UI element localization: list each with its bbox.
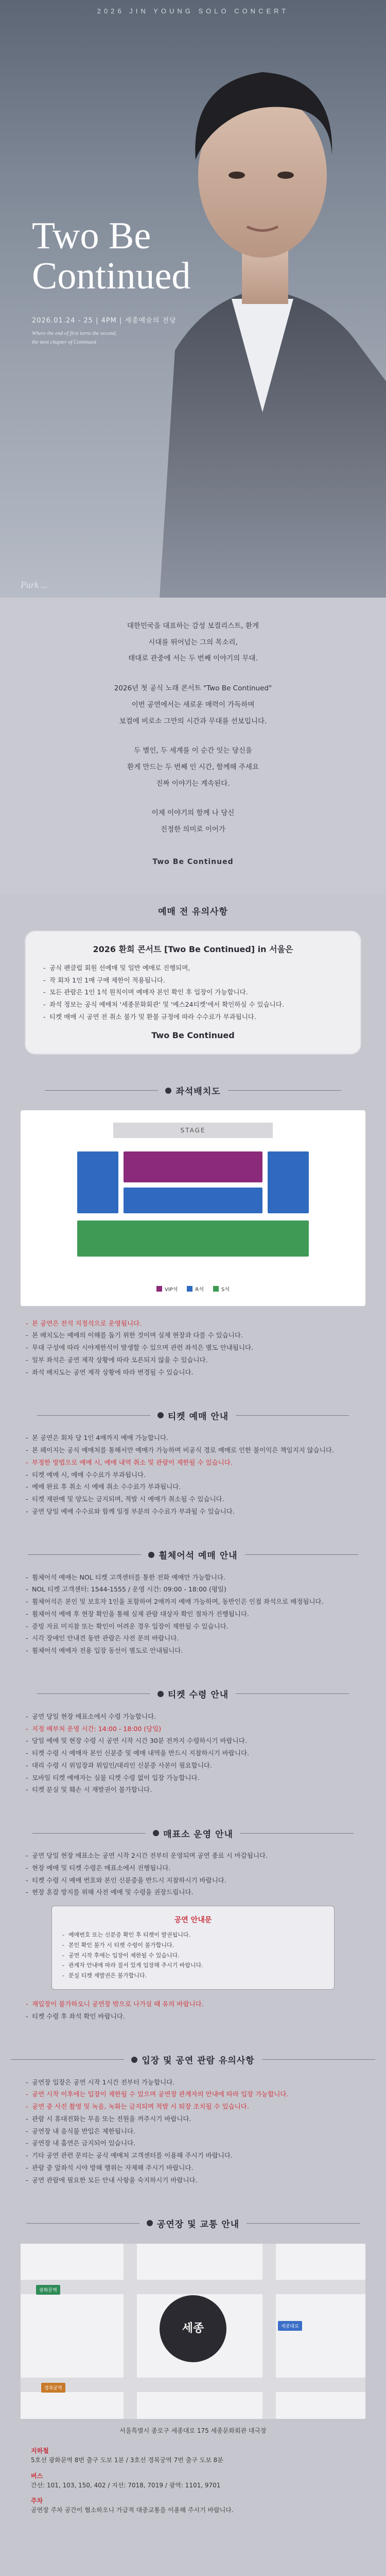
transport-text: 간선: 101, 103, 150, 402 / 지선: 7018, 7019 / 광역: 1101, 9701 <box>31 2481 221 2489</box>
stage-label: STAGE <box>113 1123 273 1138</box>
seat-block-vip[interactable] <box>124 1151 262 1182</box>
entry-heading <box>131 2053 254 2066</box>
list-item: - 예매 완료 후 취소 시 예매 취소 수수료가 부과됩니다. <box>26 1481 360 1493</box>
intro-text <box>0 598 386 894</box>
section-ticket-pickup <box>0 1677 386 1817</box>
hero-top-text: 2026 JIN YOUNG SOLO CONCERT <box>97 7 289 15</box>
list-item: - 휠체어석 예매 후 현장 확인을 통해 실제 관람 대상자 확인 절차가 진행됩니다. <box>26 1608 360 1620</box>
list-item: - 휠체어석은 본인 및 보호자 1인을 포함하여 2매까지 예매 가능하며, 동반인은 인접 좌석으로 배정됩니다. <box>26 1596 360 1608</box>
concert-date-venue: 2026.01.24 - 25 | 4PM | 세종예술의 전당 <box>32 317 177 325</box>
list-item: - 관람 중 앞좌석 시야 방해 행위는 자제해 주시기 바랍니다. <box>26 2162 360 2174</box>
section-wheelchair <box>0 1538 386 1677</box>
list-item: - 티켓 수령 시 예매 번호와 본인 신분증을 반드시 지참하시기 바랍니다. <box>26 1874 360 1887</box>
transport-label: 지하철 <box>31 2447 49 2455</box>
hero-banner <box>0 0 386 598</box>
legend-label: R석 <box>195 1286 204 1293</box>
box-office-heading-label: 매표소 운영 안내 <box>163 1829 233 1840</box>
section-location <box>0 2207 386 2557</box>
list-item: - 공연 관람에 필요한 모든 안내 사항을 숙지하시기 바랍니다. <box>26 2174 360 2187</box>
list-item: - 좌석 정보는 공식 예매처 '세종문화회관' 및 '예스24티켓'에서 확인하실 수 있습니다. <box>43 998 343 1011</box>
location-heading-label: 공연장 및 교통 안내 <box>156 2219 240 2230</box>
section-heading <box>0 2043 386 2076</box>
intro-paragraph-3 <box>21 743 365 792</box>
intro-line: 진정한 의미로 이어가 <box>161 825 225 834</box>
entry-notes <box>0 2076 386 2187</box>
bullet-icon <box>148 1552 154 1558</box>
list-item: - 시각 장애인 안내견 동반 관람은 사전 문의 바랍니다. <box>26 1632 360 1645</box>
notice-box-title: 2026 환희 콘서트 [Two Be Continued] in 서울은 <box>93 944 293 954</box>
performance-rules-box <box>51 1906 335 1990</box>
wheelchair-notes <box>0 1571 386 1657</box>
list-item: - 공연 시작 이후에는 입장이 제한될 수 있으며 공연장 관계자의 안내에 따라 입장 가능합니다. <box>26 2088 360 2100</box>
list-item: - 무대 구성에 따라 시야제한석이 발생할 수 있으며 관련 좌석은 별도 안내됩니다. <box>26 1342 360 1354</box>
bullet-icon <box>157 1412 164 1418</box>
list-item: - 휠체어석 예매는 NOL 티켓 고객센터를 통한 전화 예매만 가능합니다. <box>26 1571 360 1584</box>
transport-subway <box>31 2446 355 2466</box>
transport-text: 공연장 주차 공간이 협소하오니 가급적 대중교통을 이용해 주시기 바랍니다. <box>31 2506 234 2514</box>
list-item: - 티켓 수령 후 좌석 확인 바랍니다. <box>26 2010 360 2023</box>
list-item: - 관람 시 휴대전화는 무음 또는 전원을 꺼주시기 바랍니다. <box>26 2113 360 2125</box>
list-item: - 공연 당일 예매 수수료와 함께 일정 부분의 수수료가 부과될 수 있습니다. <box>26 1505 360 1518</box>
section-heading <box>0 1538 386 1571</box>
transport-parking <box>31 2496 355 2516</box>
intro-line: 진짜 이야기는 계속된다. <box>156 779 230 788</box>
list-item: - 티켓 분실 및 훼손 시 재발권이 불가합니다. <box>26 1784 360 1796</box>
list-item: - 증빙 자료 미지참 또는 확인이 어려운 경우 입장이 제한될 수 있습니다. <box>26 1620 360 1633</box>
seating-heading-label: 좌석배치도 <box>176 1087 221 1097</box>
list-item: - 관계자 안내에 따라 질서 있게 입장해 주시기 바랍니다. <box>62 1960 324 1971</box>
list-item: - 공연 시작 후에는 입장이 제한될 수 있습니다. <box>62 1951 324 1961</box>
intro-line: 환게 만드는 두 번째 인 시간, 함께해 주세요 <box>127 763 259 772</box>
map-tag: 광화문역 <box>36 2285 60 2295</box>
transport-label: 주차 <box>31 2497 43 2505</box>
list-item: - 좌석 배치도는 공연 제작 상황에 따라 변경될 수 있습니다. <box>26 1366 360 1379</box>
intro-line: 이제 이야기의 함께 나 당신 <box>151 809 235 818</box>
transport-bus <box>31 2471 355 2492</box>
list-item: - 모바일 티켓 예매자는 실물 티켓 수령 없이 입장 가능합니다. <box>26 1772 360 1784</box>
rules-box-title: 공연 안내문 <box>174 1916 212 1925</box>
hero-subtitle-line-1: Where the end of first turns the second, <box>32 331 117 337</box>
map-tag: 세종대로 <box>278 2321 302 2331</box>
map-road <box>124 2244 137 2419</box>
list-item: - 본 공연은 회차 당 1인 4매까지 예매 가능합니다. <box>26 1432 360 1444</box>
legend-label: VIP석 <box>164 1286 178 1293</box>
ticket-pickup-heading-label: 티켓 수령 안내 <box>167 1690 229 1701</box>
seat-block-r-left[interactable] <box>77 1151 118 1213</box>
map-tag: 경복궁역 <box>41 2383 65 2393</box>
list-item: - 지정 배부처 운영 시간: 14:00 - 18:00 (당일) <box>26 1723 360 1735</box>
ticket-booking-heading <box>157 1409 229 1422</box>
seating-notes <box>0 1317 386 1379</box>
intro-line: 보컬에 비로소 그만의 시간과 무대를 선보입니다. <box>119 717 267 725</box>
bullet-icon <box>131 2057 137 2063</box>
section-heading <box>0 1677 386 1710</box>
list-item: - 공연장 내 흡연은 금지되어 있습니다. <box>26 2137 360 2149</box>
list-item: - 대리 수령 시 위임장과 위임인/대리인 신분증 사본이 필요합니다. <box>26 1759 360 1772</box>
list-item: - 공연장 내 음식물 반입은 제한됩니다. <box>26 2125 360 2138</box>
bullet-icon <box>157 1691 164 1697</box>
section-box-office <box>0 1817 386 2043</box>
wheelchair-heading-label: 휠체어석 예매 안내 <box>159 1551 238 1562</box>
list-item: - 공연 당일 현장 매표소는 공연 시작 2시간 전부터 운영되며 공연 종료 시 마감됩니다. <box>26 1850 360 1862</box>
section-seating <box>0 1074 386 1399</box>
list-item: - 티켓 재판매 및 양도는 금지되며, 적발 시 예매가 취소될 수 있습니다. <box>26 1493 360 1505</box>
list-item: - 분실 티켓 재발권은 불가합니다. <box>62 1971 324 1981</box>
list-item: - 모든 관람은 1인 1석 원칙이며 예매자 본인 확인 후 입장이 가능합니다. <box>43 986 343 998</box>
intro-paragraph-1 <box>21 618 365 667</box>
intro-paragraph-4 <box>21 805 365 838</box>
intro-line: 태대로 관중에 서는 두 번째 이야기의 무대. <box>128 654 258 663</box>
intro-line: 시대를 뛰어넘는 그의 목소리, <box>148 638 238 647</box>
ticket-pickup-notes <box>0 1710 386 1796</box>
seat-block-r-right[interactable] <box>268 1151 309 1213</box>
seat-block-r-center[interactable] <box>124 1188 262 1213</box>
list-item: - 공식 팬클럽 회원 선예매 및 일반 예매로 진행되며, <box>43 962 343 974</box>
list-item: - 휠체어석 예매자 전용 입장 동선이 별도로 안내됩니다. <box>26 1645 360 1657</box>
list-item: - 기타 공연 관련 문의는 공식 예매처 고객센터를 이용해 주시기 바랍니다. <box>26 2149 360 2162</box>
list-item: - 예매번호 또는 신분증 확인 후 티켓이 발권됩니다. <box>62 1930 324 1940</box>
list-item: - 작 회차 1인 1매 구매 제한이 적용됩니다. <box>43 974 343 987</box>
legend-label: S석 <box>221 1286 230 1293</box>
section-heading <box>0 1074 386 1107</box>
box-office-after-notes <box>0 1998 386 2023</box>
bullet-icon <box>153 1830 159 1836</box>
list-item: - 재입장이 불가하오니 공연장 밖으로 나가실 때 유의 바랍니다. <box>26 1998 360 2010</box>
venue-marker: 세종 <box>160 2295 226 2362</box>
box-office-heading <box>153 1827 233 1840</box>
list-item: - 당일 예매 및 현장 수령 시 공연 시작 시간 30분 전까지 수령하시기 바랍니다. <box>26 1735 360 1747</box>
title-line-1: Two Be <box>32 215 151 257</box>
list-item: - 부정한 방법으로 예매 시, 예매 내역 취소 및 관람이 제한될 수 있습니다. <box>26 1456 360 1469</box>
map-road <box>21 2378 365 2392</box>
notice-list <box>43 962 343 1023</box>
venue-map[interactable] <box>21 2244 365 2419</box>
section-heading <box>0 2207 386 2240</box>
list-item: - NOL 티켓 고객센터: 1544-1555 / 운영 시간: 09:00 - 18:00 (평일) <box>26 1583 360 1596</box>
intro-line: 2026년 첫 공식 노래 콘서트 "Two Be Continued" <box>114 684 272 693</box>
list-item: - 공연장 입장은 공연 시작 1시간 전부터 가능합니다. <box>26 2076 360 2089</box>
seat-block-s[interactable] <box>77 1221 309 1257</box>
booking-notice-heading: 예매 전 유의사항 <box>158 907 228 918</box>
hero-title-block <box>32 216 197 347</box>
intro-line: 대한민국을 대표하는 감성 보컬리스트, 환게 <box>127 622 259 630</box>
hero-signature: Park ... <box>21 580 48 590</box>
list-item: - 티켓 수령 시 예매자 본인 신분증 및 예매 내역을 반드시 지참하시기 바랍니다. <box>26 1747 360 1759</box>
notice-box-sign: Two Be Continued <box>151 1030 235 1040</box>
booking-notice-box <box>26 931 360 1054</box>
section-heading <box>0 1817 386 1850</box>
wheelchair-heading <box>148 1548 237 1561</box>
location-heading <box>147 2217 239 2230</box>
section-heading <box>0 1399 386 1432</box>
transport-label: 버스 <box>31 2472 43 2480</box>
section-booking-notice <box>0 894 386 1074</box>
intro-line: 이번 공연에서는 새로운 매력이 가득하며 <box>131 700 255 709</box>
hero-subtitle-line-2: the next chapter of Continued <box>32 340 96 346</box>
box-office-notes <box>0 1850 386 1899</box>
list-item: - 공연 당일 현장 매표소에서 수령 가능합니다. <box>26 1710 360 1723</box>
list-item: - 현장 혼잡 방지를 위해 사전 예매 및 수령을 권장드립니다. <box>26 1886 360 1899</box>
list-item: - 일부 좌석은 공연 제작 상황에 따라 오픈되지 않을 수 있습니다. <box>26 1354 360 1366</box>
ticket-booking-notes <box>0 1432 386 1517</box>
list-item: - 본 배치도는 예매의 이해를 돕기 위한 것이며 실제 현장과 다를 수 있습니다. <box>26 1329 360 1342</box>
intro-paragraph-2 <box>21 681 365 730</box>
transport-info <box>0 2435 386 2537</box>
seating-chart <box>21 1110 365 1306</box>
list-item: - 티켓 예매 시, 예매 수수료가 부과됩니다. <box>26 1469 360 1481</box>
transport-text: 5호선 광화문역 8번 출구 도보 1분 / 3호선 경복궁역 7번 출구 도보 8분 <box>31 2456 223 2464</box>
intro-line: 두 별인, 두 세계를 이 순간 잇는 당신을 <box>134 747 252 755</box>
ticket-booking-heading-label: 티켓 예매 안내 <box>167 1411 229 1422</box>
venue-address: 서울특별시 종로구 세종대로 175 세종문화회관 대극장 <box>119 2427 267 2435</box>
list-item: - 본 공연은 전석 지정석으로 운영됩니다. <box>26 1317 360 1330</box>
section-heading <box>0 894 386 927</box>
seating-heading <box>165 1084 220 1097</box>
list-item: - 현장 예매 및 티켓 수령은 매표소에서 진행됩니다. <box>26 1862 360 1874</box>
title-line-2: Continued <box>32 255 191 297</box>
hero-subtitle <box>32 330 197 347</box>
legend-s <box>213 1285 230 1293</box>
bullet-icon <box>147 2220 153 2226</box>
bullet-icon <box>165 1088 171 1094</box>
entry-heading-label: 입장 및 공연 관람 유의사항 <box>142 2056 255 2066</box>
legend-r <box>187 1285 204 1293</box>
seat-legend <box>21 1285 365 1293</box>
concert-title <box>32 216 197 296</box>
ticket-pickup-heading <box>157 1687 229 1700</box>
map-road <box>21 2280 365 2294</box>
section-ticket-booking <box>0 1399 386 1538</box>
list-item: - 공연 중 사진 촬영 및 녹음, 녹화는 금지되며 적발 시 퇴장 조치될 수 있습니다. <box>26 2100 360 2113</box>
legend-vip <box>156 1285 178 1293</box>
map-road <box>262 2244 276 2419</box>
section-entry <box>0 2043 386 2207</box>
intro-signature: Two Be Continued <box>152 857 234 866</box>
list-item: - 본 페이지는 공식 예매처를 통해서만 예매가 가능하며 비공식 경로 예매로 인한 불이익은 책임지지 않습니다. <box>26 1444 360 1456</box>
list-item: - 본인 확인 불가 시 티켓 수령이 불가합니다. <box>62 1940 324 1951</box>
list-item: - 티켓 매매 시 공연 전 취소 불가 및 환불 규정에 따라 수수료가 부과됩니다. <box>43 1011 343 1023</box>
